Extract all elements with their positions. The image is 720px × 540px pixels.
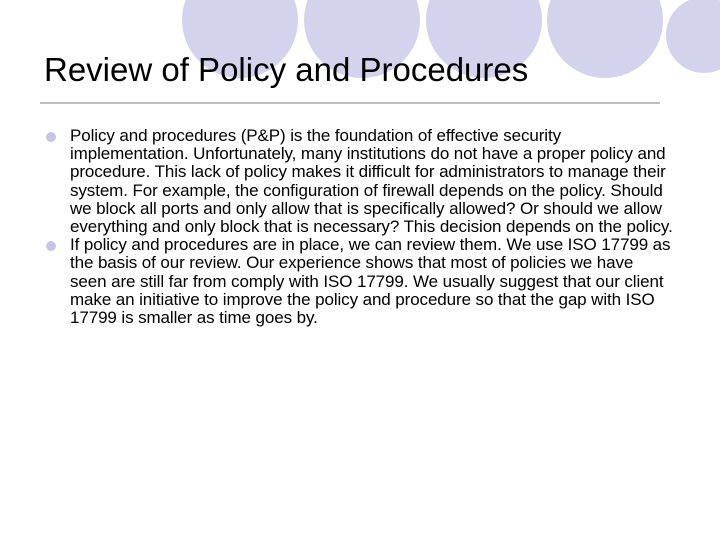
slide-title: Review of Policy and Procedures: [44, 51, 529, 88]
bullet-text: If policy and procedures are in place, we can review them. We use ISO 17799 as the basis of our review. Our experience shows that most of policies we have seen are still far from comply with ISO 17799. We usually suggest that our client make an initiative to improve the policy and procedure so that the gap with ISO 17799 is smaller as time goes by.: [70, 235, 671, 328]
bullet-item: [70, 236, 674, 327]
bullet-list: [70, 127, 674, 327]
bullet-item: [70, 127, 674, 236]
decorative-circle: [666, 0, 720, 73]
bullet-text: Policy and procedures (P&P) is the foundation of effective security implementation. Unfortunately, many institutions do not have a proper policy and procedure. This lack of policy makes it difficult for administrators to manage their system. For example, the configuration of firewall depends on the policy. Should we block all ports and only allow that is specifically allowed? Or should we allow everything and only block that is necessary? This decision depends on the policy.: [70, 126, 673, 237]
decorative-circle: [547, 0, 663, 78]
bullet-dot-icon: [46, 132, 56, 142]
